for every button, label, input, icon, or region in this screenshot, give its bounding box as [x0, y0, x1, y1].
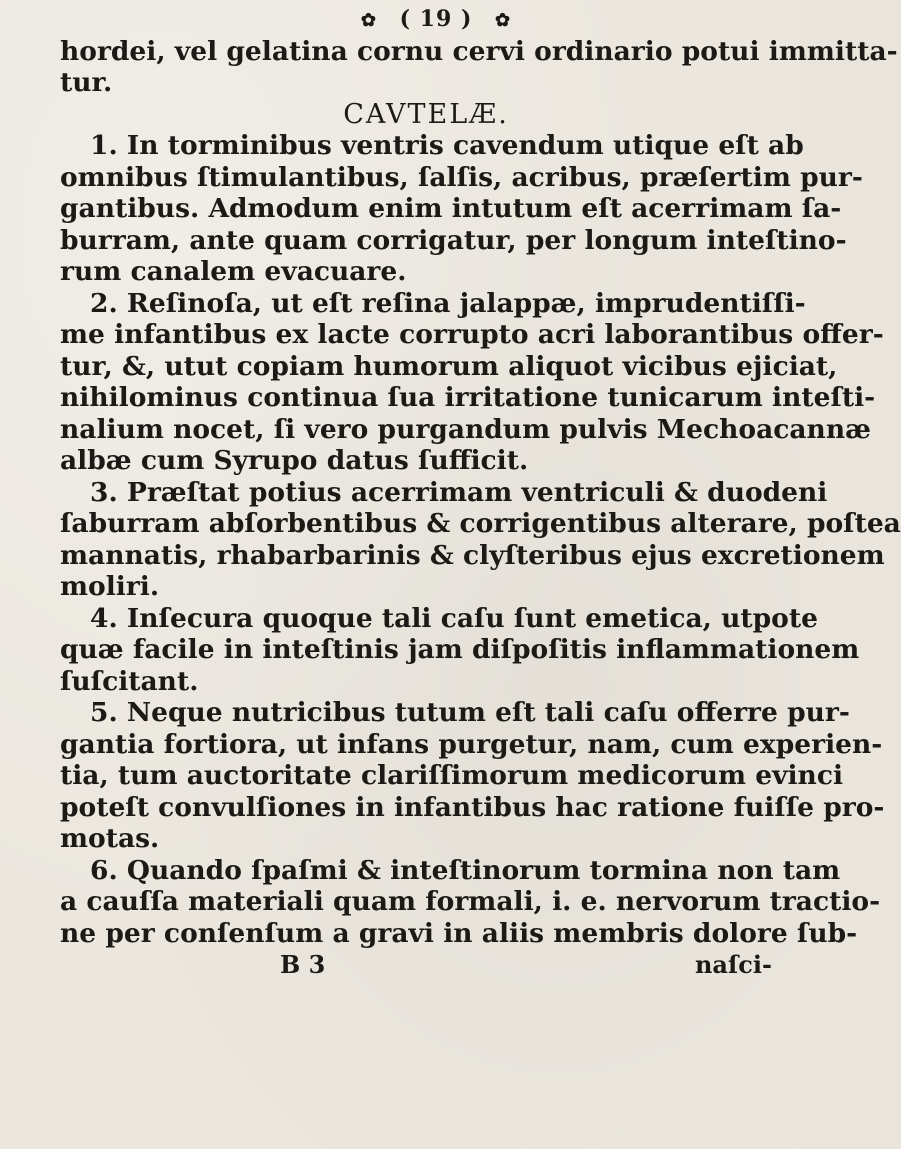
ornament-right-icon: ✿ — [495, 10, 512, 31]
text-line: nalium nocet, ſi vero purgandum pulvis Mechoacannæ — [60, 413, 871, 445]
text-line: omnibus ſtimulantibus, ſalſis, acribus, præſertim pur- — [60, 161, 863, 193]
text-line: tur, &, utut copiam humorum aliquot vicibus ejiciat, — [60, 350, 838, 382]
text-line: ne per conſenſum a gravi in aliis membris dolore ſub- — [60, 917, 858, 949]
text-line: tur. — [60, 67, 113, 98]
paragraph-start: 4. Inſecura quoque tali caſu ſunt emetica, utpote — [90, 602, 818, 634]
page-text — [60, 4, 901, 981]
page-number: ( 19 ) — [399, 6, 473, 32]
paragraph-start: 6. Quando ſpaſmi & inteſtinorum tormina non tam — [90, 854, 841, 886]
text-line: gantia fortiora, ut infans purgetur, nam, cum experien- — [60, 728, 883, 760]
text-line: quæ facile in inteſtinis jam diſpoſitis inflammationem — [60, 634, 860, 665]
text-line: mannatis, rhabarbarinis & clyſteribus ejus excretionem — [60, 539, 885, 571]
text-line: poteſt convulſiones in infantibus hac ratione fuiſſe pro- — [60, 791, 885, 823]
text-line: gantibus. Admodum enim intutum eſt acerrimam ſa- — [60, 193, 842, 224]
text-line: tia, tum auctoritate clariſſimorum medicorum evinci — [60, 760, 844, 791]
text-line: rum canalem evacuare. — [60, 256, 407, 287]
text-line: burram, ante quam corrigatur, per longum inteſtino- — [60, 224, 847, 256]
paragraph-start: 1. In torminibus ventris cavendum utique eſt ab — [90, 130, 804, 161]
text-line: hordei, vel gelatina cornu cervi ordinario potui immitta- — [60, 35, 898, 67]
text-line: albæ cum Syrupo datus ſufficit. — [60, 445, 529, 476]
text-line: ſuſcitant. — [60, 665, 199, 697]
paragraph-start: 2. Reſinoſa, ut eſt reſina jalappæ, imprudentiſſi- — [90, 287, 806, 319]
signature-mark: B 3 — [280, 950, 326, 979]
text-line: me infantibus ex lacte corrupto acri laborantibus offer- — [60, 319, 884, 350]
text-line: motas. — [60, 823, 160, 854]
text-line: ſaburram abſorbentibus & corrigentibus alterare, poſtea — [60, 508, 901, 539]
running-header — [60, 4, 772, 36]
section-heading: CAVTELÆ. — [343, 98, 509, 130]
ornament-left-icon: ✿ — [360, 10, 377, 31]
paragraph-start: 5. Neque nutricibus tutum eſt tali caſu offerre pur- — [90, 697, 850, 728]
text-line: a cauſſa materiali quam formali, i. e. nervorum tractio- — [60, 886, 881, 917]
text-line: nihilominus continua ſua irritatione tunicarum inteſti- — [60, 382, 876, 413]
text-line: moliri. — [60, 571, 160, 602]
page-footer — [60, 949, 772, 981]
catchword: naſci- — [694, 950, 772, 979]
paragraph-start: 3. Præſtat potius acerrimam ventriculi & duodeni — [90, 476, 828, 508]
